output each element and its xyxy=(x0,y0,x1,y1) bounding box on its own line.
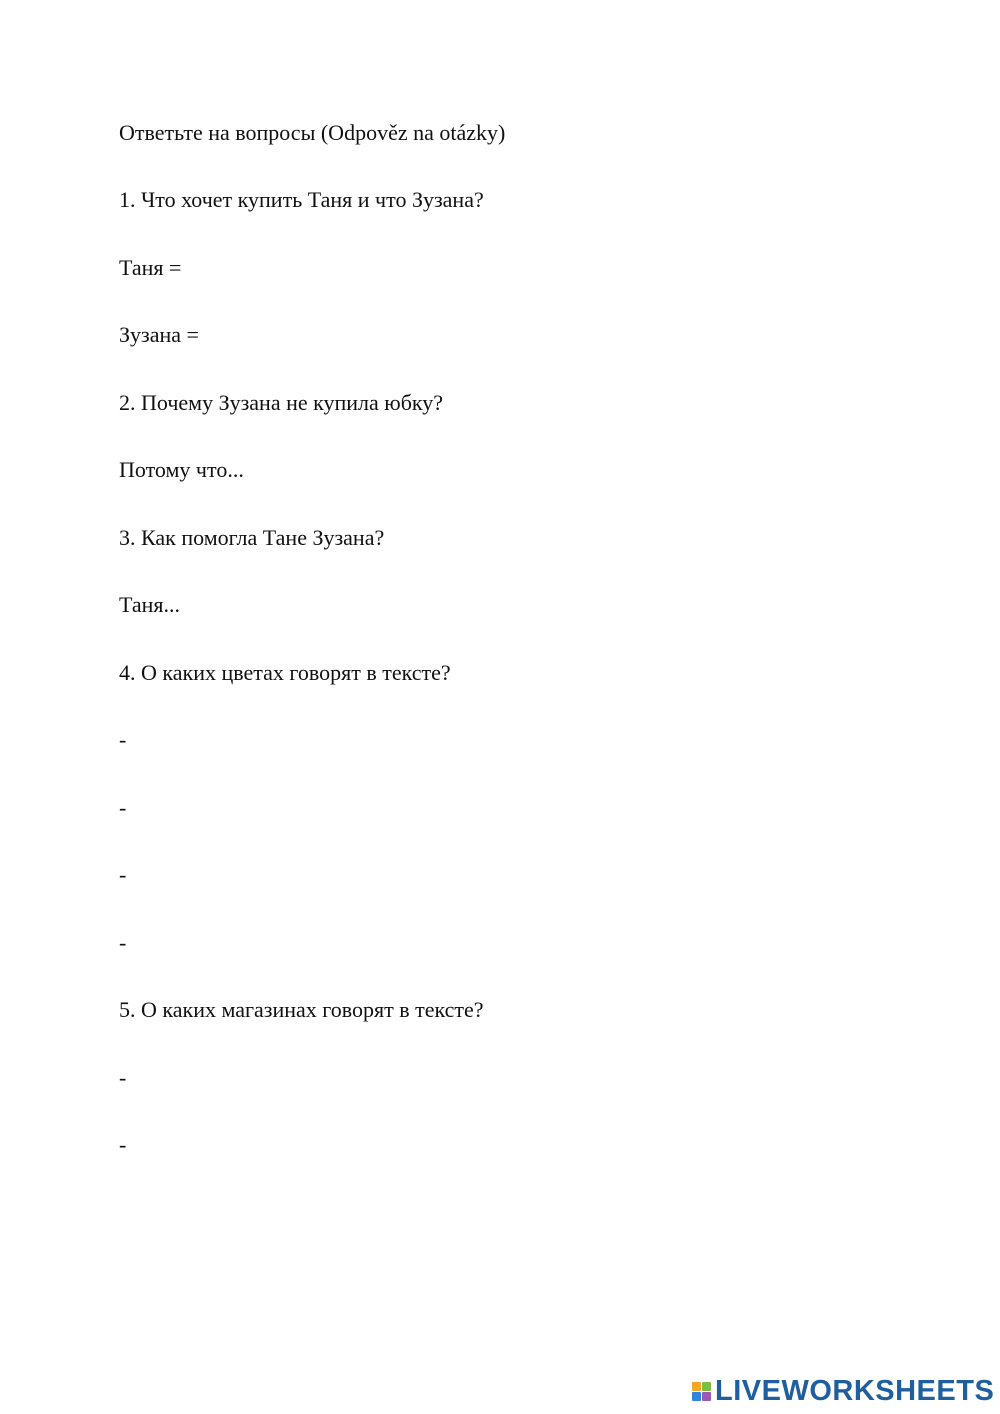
answer-1-tanya-label: Таня = xyxy=(119,255,182,280)
liveworksheets-brand-text: LIVEWORKSHEETS xyxy=(715,1374,995,1407)
answer-2-label: Потому что... xyxy=(119,457,244,482)
liveworksheets-logo[interactable] xyxy=(692,1374,994,1408)
logo-cell xyxy=(692,1382,701,1391)
answer-5-dash-1: - xyxy=(119,1065,127,1090)
question-4: 4. О каких цветах говорят в тексте? xyxy=(119,660,451,685)
logo-cell xyxy=(692,1392,701,1401)
answer-4-dash-2: - xyxy=(119,795,127,820)
question-1: 1. Что хочет купить Таня и что Зузана? xyxy=(119,187,484,212)
question-3: 3. Как помогла Тане Зузана? xyxy=(119,525,385,550)
answer-1-zuzana-label: Зузана = xyxy=(119,322,199,347)
logo-cell xyxy=(702,1382,711,1391)
answer-5-dash-2: - xyxy=(119,1132,127,1157)
question-5: 5. О каких магазинах говорят в тексте? xyxy=(119,997,484,1022)
answer-4-dash-1: - xyxy=(119,727,127,752)
answer-4-dash-3: - xyxy=(119,862,127,887)
liveworksheets-logo-icon xyxy=(692,1382,711,1401)
answer-4-dash-4: - xyxy=(119,930,127,955)
logo-cell xyxy=(702,1392,711,1401)
answer-3-label: Таня... xyxy=(119,592,181,617)
question-2: 2. Почему Зузана не купила юбку? xyxy=(119,390,444,415)
instruction-text: Ответьте на вопросы (Odpověz na otázky) xyxy=(119,120,506,145)
